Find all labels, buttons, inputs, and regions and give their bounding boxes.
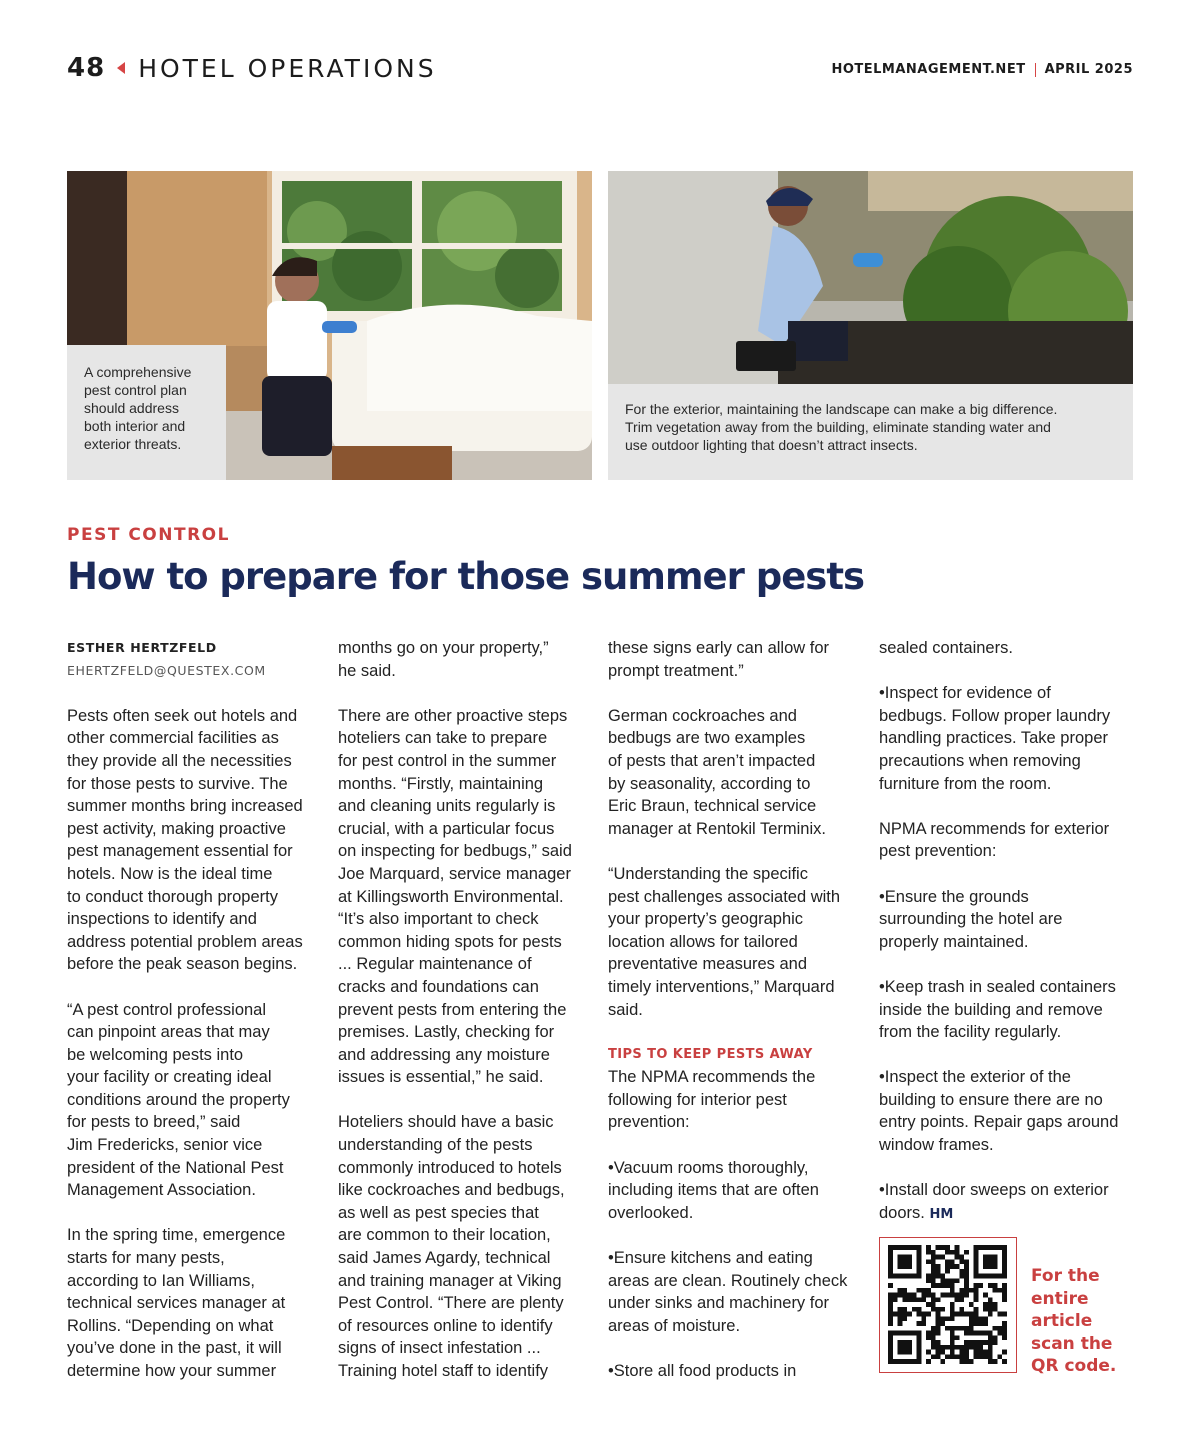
photo-exterior-inspection bbox=[608, 171, 1133, 480]
exterior-photo-illustration bbox=[608, 171, 1133, 384]
tips-intro: The NPMA recommends the following for interior pest prevention: bbox=[608, 1068, 816, 1132]
article-column-2 bbox=[338, 637, 596, 1405]
article-title: How to prepare for those summer pests bbox=[67, 555, 865, 598]
site-name: HOTELMANAGEMENT.NET bbox=[831, 62, 1026, 77]
article-column-3 bbox=[608, 637, 866, 1405]
paragraph: “Understanding the specific pest challenges associated with your property’s geographic location allows for tailored preventative measures and timely interventions,” Marquard said. bbox=[608, 864, 841, 1019]
tip-item: •Ensure kitchens and eating areas are clean. Routinely check under sinks and machinery for areas of moisture. bbox=[608, 1249, 848, 1335]
author-name: ESTHER HERTZFELD bbox=[67, 640, 217, 655]
tips-heading: TIPS TO KEEP PESTS AWAY bbox=[608, 1046, 813, 1062]
publication-info bbox=[831, 62, 1133, 77]
paragraph: In the spring time, emergence starts for many pests, according to Ian Williams, technical services manager at Rollins. “Depending on what you’ve done in the past, it will determine how your summer bbox=[67, 1226, 286, 1380]
author-email[interactable]: EHERTZFELD@QUESTEX.COM bbox=[67, 662, 266, 678]
tip-item: •Inspect the exterior of the building to ensure there are no entry points. Repair gaps around window frames. bbox=[879, 1068, 1119, 1155]
section-arrow-icon bbox=[117, 62, 125, 74]
paragraph: months go on your property,” he said. bbox=[338, 639, 549, 680]
tip-item: •Store all food products in bbox=[608, 1362, 797, 1380]
article-kicker: PEST CONTROL bbox=[67, 525, 230, 545]
photo-caption: A comprehensive pest control plan should address both interior and exterior threats. bbox=[67, 345, 226, 480]
qr-code-icon bbox=[887, 1245, 1008, 1364]
closing-tip bbox=[879, 1179, 1137, 1226]
tip-item: sealed containers. bbox=[879, 639, 1013, 657]
paragraph: Pests often seek out hotels and other commercial facilities as they provide all the necessities for those pests to survive. The summer months bring increased pest activity, making proactive pest management essential for hotels. Now is the ideal time to conduct thorough property inspections to identify and address potential problem areas before the peak season begins. bbox=[67, 706, 303, 974]
qr-instruction: For the entire article scan the QR code. bbox=[1031, 1266, 1117, 1377]
tip-item: •Inspect for evidence of bedbugs. Follow proper laundry handling practices. Take proper precautions when removing furniture from the room. bbox=[879, 684, 1111, 793]
qr-code[interactable] bbox=[879, 1237, 1017, 1373]
paragraph: NPMA recommends for exterior pest prevention: bbox=[879, 819, 1110, 861]
paragraph: There are other proactive steps hoteliers can take to prepare for pest control in the summer months. “Firstly, maintaining and cleaning units regularly is crucial, with a particular focus on inspecting for bedbugs,” said Joe Marquard, service manager at Killingsworth Environmental. “It’s also important to check common hiding spots for pests ... Regular maintenance of cracks and foundations can prevent pests from entering the premises. Lastly, checking for and addressing any moisture issues is essential,” he said. bbox=[338, 706, 572, 1087]
paragraph: German cockroaches and bedbugs are two examples of pests that aren’t impacted by seasonality, according to Eric Braun, technical service manager at Rentokil Terminix. bbox=[608, 706, 826, 838]
page-number: 48 bbox=[67, 53, 106, 83]
running-header bbox=[67, 50, 437, 86]
photo-interior-inspection bbox=[67, 171, 592, 480]
section-name: HOTEL OPERATIONS bbox=[138, 53, 437, 83]
header-divider bbox=[1035, 63, 1036, 77]
paragraph: “A pest control professional can pinpoint areas that may be welcoming pests into your facility or creating ideal conditions around the property for pests to breed,” said Jim Fredericks, senior vice president of the National Pest Management Association. bbox=[67, 1000, 290, 1200]
photo-caption: For the exterior, maintaining the landscape can make a big difference. Trim vegetation away from the building, eliminate standing water and use outdoor lighting that doesn’t attract insects. bbox=[625, 401, 1058, 453]
tip-item: •Vacuum rooms thoroughly, including items that are often overlooked. bbox=[608, 1158, 819, 1222]
end-mark: HM bbox=[929, 1206, 954, 1222]
tip-item: •Keep trash in sealed containers inside the building and remove from the facility regularly. bbox=[879, 977, 1116, 1042]
article-column-1 bbox=[67, 637, 325, 1405]
article-column-4 bbox=[879, 637, 1137, 1249]
closing-text: •Install door sweeps on exterior doors. bbox=[879, 1181, 1109, 1222]
paragraph: these signs early can allow for prompt treatment.” bbox=[608, 639, 830, 680]
tip-item: •Ensure the grounds surrounding the hotel are properly maintained. bbox=[879, 887, 1063, 951]
issue-date: APRIL 2025 bbox=[1044, 62, 1133, 77]
paragraph: Hoteliers should have a basic understanding of the pests commonly introduced to hotels like cockroaches and bedbugs, as well as pest species that are common to their location, said James Agardy, technical and training manager at Viking Pest Control. “There are plenty of resources online to identify signs of insect infestation ... Training hotel staff to identify bbox=[338, 1113, 565, 1380]
